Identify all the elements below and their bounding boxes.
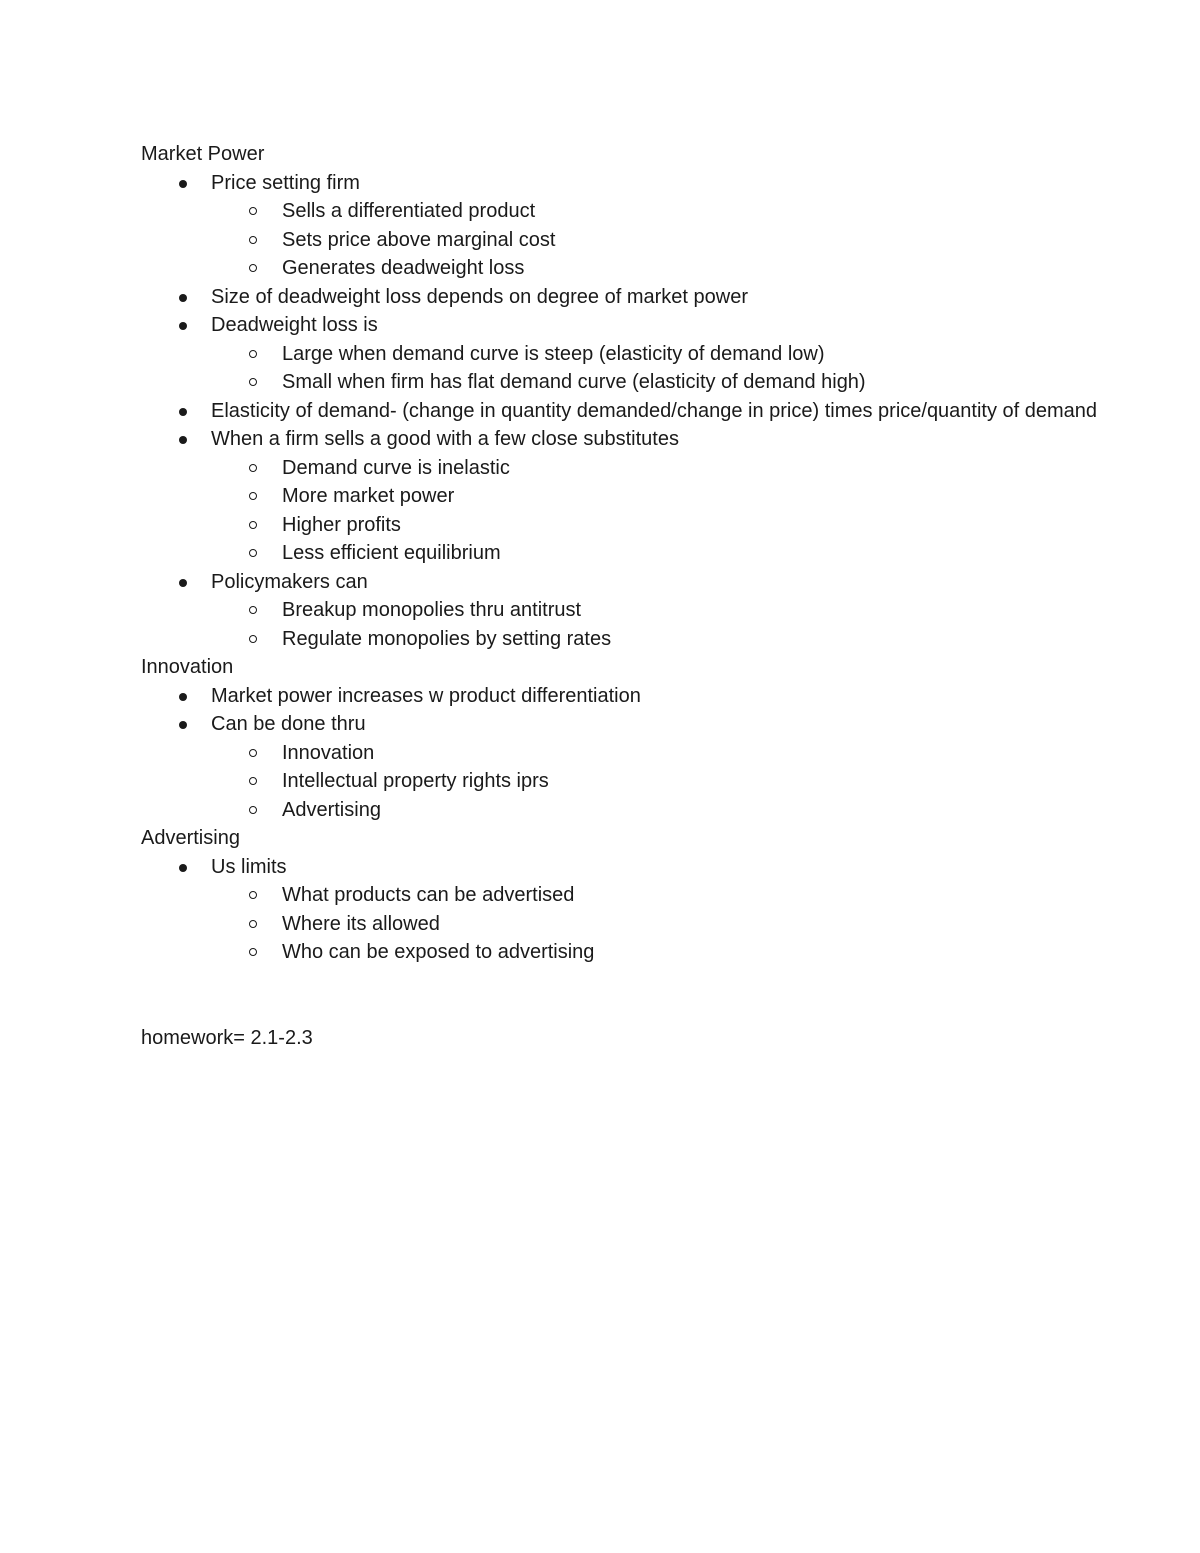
list-item-text: Elasticity of demand- (change in quantity demanded/change in price) times price/quantity of demand [211,397,1101,426]
sub-list-item [211,796,1101,825]
bullet-list [141,682,1101,825]
sub-list-item [211,767,1101,796]
sub-list-item [211,482,1101,511]
list-item-text: Deadweight loss is [211,311,1101,340]
sub-list-item [211,226,1101,255]
sub-list-item-text: Sells a differentiated product [282,197,1101,226]
sub-list-item [211,454,1101,483]
section-heading: Innovation [141,656,234,678]
sub-bullet-list [141,739,1101,825]
sub-list-item [211,340,1101,369]
sub-list-item [211,910,1101,939]
list-item [141,311,1101,397]
sub-list-item-text: Advertising [282,796,1101,825]
sub-list-item-text: Where its allowed [282,910,1101,939]
sub-list-item [211,938,1101,967]
list-item [141,682,1101,711]
sub-list-item [211,254,1101,283]
list-item-text: When a firm sells a good with a few close substitutes [211,425,1101,454]
notes-body [141,140,1101,967]
list-item-text: Policymakers can [211,568,1101,597]
sub-list-item [211,625,1101,654]
sub-list-item-text: What products can be advertised [282,881,1101,910]
sub-list-item-text: Large when demand curve is steep (elasticity of demand low) [282,340,1101,369]
sub-list-item-text: Demand curve is inelastic [282,454,1101,483]
sub-bullet-list [141,881,1101,967]
list-item-text: Market power increases w product differentiation [211,682,1101,711]
list-item [141,853,1101,967]
sub-bullet-list [141,197,1101,283]
list-item-text: Price setting firm [211,169,1101,198]
sub-list-item-text: Less efficient equilibrium [282,539,1101,568]
list-item [141,568,1101,654]
list-item-text: Size of deadweight loss depends on degree of market power [211,283,1101,312]
list-item-text: Us limits [211,853,1101,882]
sub-list-item-text: Sets price above marginal cost [282,226,1101,255]
bullet-list [141,169,1101,654]
sub-list-item-text: Intellectual property rights iprs [282,767,1101,796]
sub-list-item-text: Regulate monopolies by setting rates [282,625,1101,654]
list-item [141,397,1101,426]
sub-bullet-list [141,340,1101,397]
list-item [141,169,1101,283]
list-item-text: Can be done thru [211,710,1101,739]
sub-list-item-text: Small when firm has flat demand curve (elasticity of demand high) [282,368,1101,397]
blank-space [141,967,1101,1024]
sub-list-item-text: More market power [282,482,1101,511]
sub-list-item [211,368,1101,397]
sub-bullet-list [141,596,1101,653]
sub-list-item-text: Innovation [282,739,1101,768]
sub-list-item-text: Higher profits [282,511,1101,540]
list-item [141,425,1101,568]
section-heading: Market Power [141,143,265,165]
homework-note: homework= 2.1-2.3 [141,1026,313,1049]
sub-bullet-list [141,454,1101,568]
sub-list-item [211,596,1101,625]
sub-list-item-text: Who can be exposed to advertising [282,938,1101,967]
sub-list-item-text: Generates deadweight loss [282,254,1101,283]
sub-list-item [211,197,1101,226]
sub-list-item [211,511,1101,540]
list-item [141,283,1101,312]
section-heading: Advertising [141,827,240,849]
bullet-list [141,853,1101,967]
list-item [141,710,1101,824]
document-page [141,140,1101,1052]
sub-list-item-text: Breakup monopolies thru antitrust [282,596,1101,625]
sub-list-item [211,739,1101,768]
sub-list-item [211,539,1101,568]
sub-list-item [211,881,1101,910]
